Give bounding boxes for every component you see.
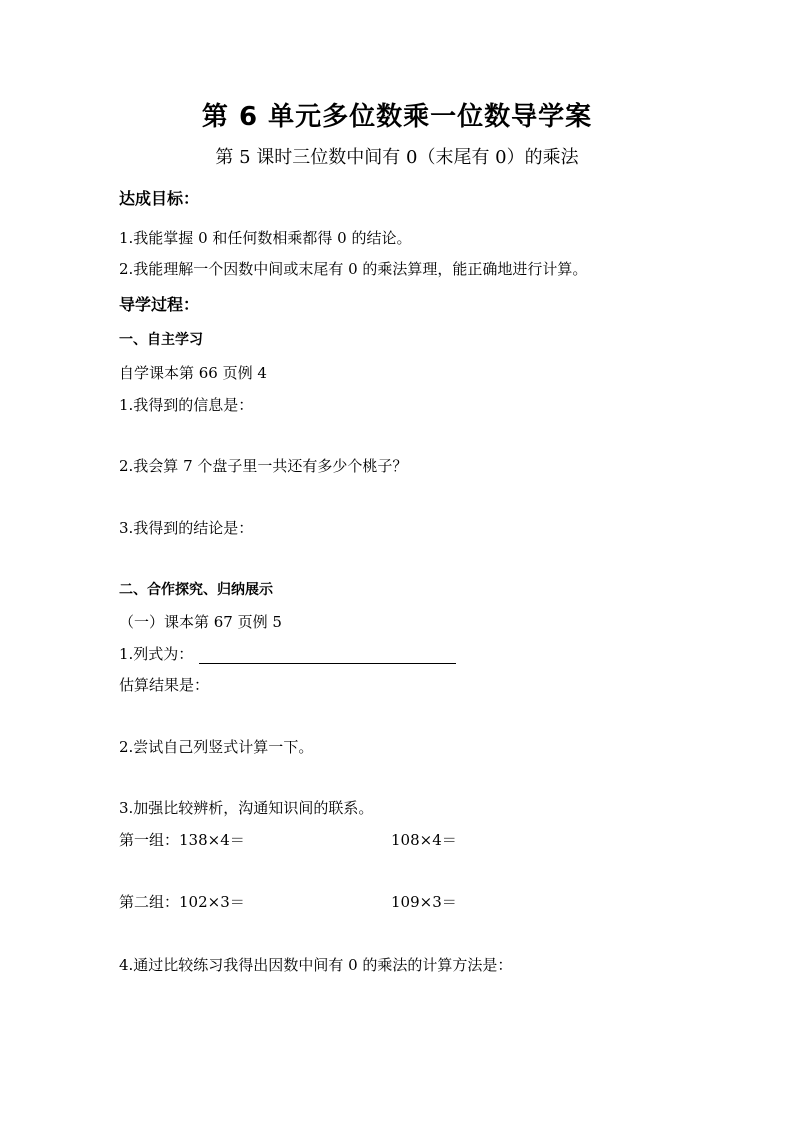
group-2-left: 第二组：102×3＝ — [119, 893, 245, 911]
process-heading: 导学过程： — [119, 295, 200, 314]
group-1-right: 108×4＝ — [391, 831, 457, 849]
goals-heading: 达成目标： — [119, 189, 200, 208]
cooperation-question-3: 3.加强比较辨析，沟通知识间的联系。 — [119, 799, 374, 817]
self-study-intro: 自学课本第 66 页例 4 — [119, 364, 267, 382]
estimate-label: 估算结果是： — [119, 676, 210, 694]
group-2-right: 109×3＝ — [391, 893, 457, 911]
formula-label: 1.列式为： — [119, 645, 194, 663]
page-subtitle: 第 5 课时三位数中间有 0（末尾有 0）的乘法 — [215, 147, 579, 168]
group-1-left: 第一组：138×4＝ — [119, 831, 245, 849]
page-title: 第 6 单元多位数乘一位数导学案 — [201, 102, 593, 132]
self-study-heading: 一、自主学习 — [119, 332, 203, 348]
cooperation-question-4: 4.通过比较练习我得出因数中间有 0 的乘法的计算方法是： — [119, 956, 513, 974]
cooperation-part-1: （一）课本第 67 页例 5 — [119, 613, 282, 631]
formula-answer-blank[interactable] — [199, 647, 456, 664]
goal-item-1: 1.我能掌握 0 和任何数相乘都得 0 的结论。 — [119, 229, 412, 247]
self-study-question-3: 3.我得到的结论是： — [119, 519, 254, 537]
self-study-question-1: 1.我得到的信息是： — [119, 396, 254, 414]
self-study-question-2: 2.我会算 7 个盘子里一共还有多少个桃子？ — [119, 457, 408, 475]
cooperation-question-2: 2.尝试自己列竖式计算一下。 — [119, 738, 314, 756]
goal-item-2: 2.我能理解一个因数中间或末尾有 0 的乘法算理，能正确地进行计算。 — [119, 260, 588, 278]
formula-question — [119, 644, 456, 664]
cooperation-heading: 二、合作探究、归纳展示 — [119, 582, 273, 598]
